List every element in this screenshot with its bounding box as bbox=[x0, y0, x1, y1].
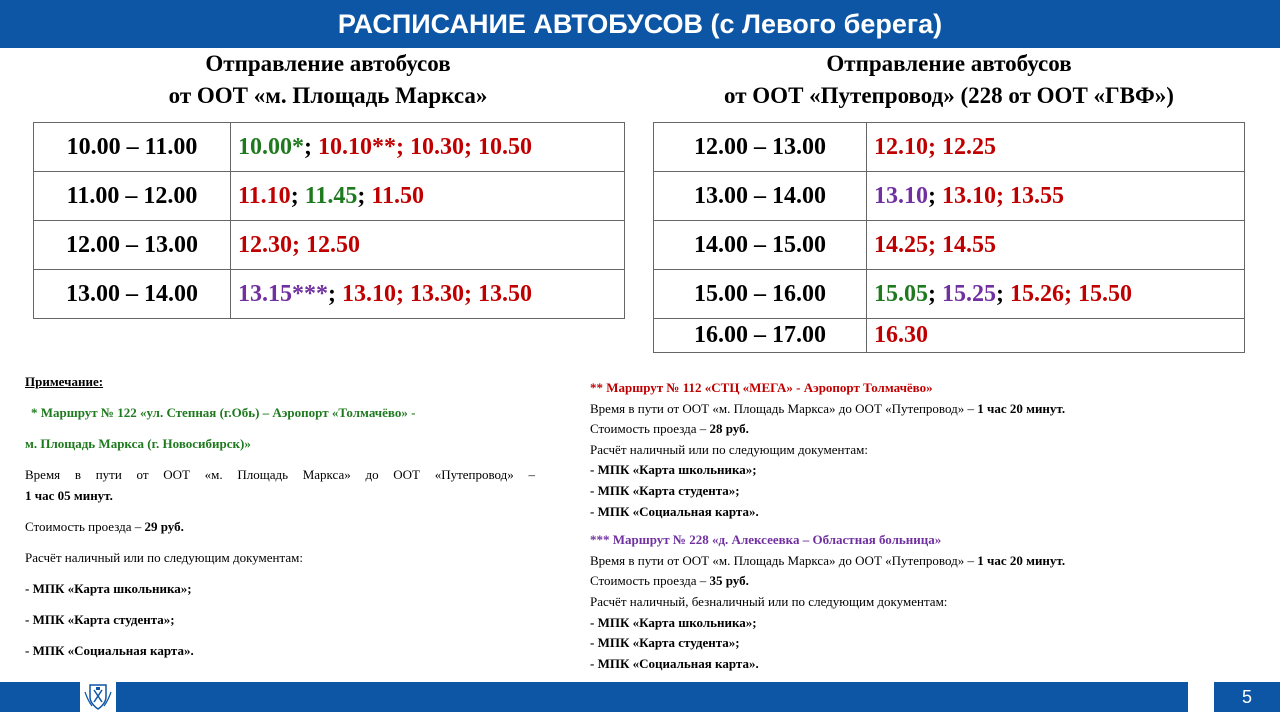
route112-fare-value: 28 руб. bbox=[709, 421, 749, 437]
departure-time: 14.25; 14.55 bbox=[874, 231, 996, 258]
route112-travel-prefix: Время в пути от ООТ «м. Площадь Маркса» до ООТ «Путепровод» – bbox=[590, 400, 978, 416]
route228-fare-prefix: Стоимость проезда – bbox=[590, 573, 710, 589]
route228-payment: Расчёт наличный, безналичный или по следующим документам: bbox=[590, 593, 948, 609]
left-schedule-time-range: 12.00 – 13.00 bbox=[34, 221, 231, 270]
page-number: 5 bbox=[1214, 682, 1280, 712]
departure-time: ; bbox=[328, 280, 342, 307]
route122-doc-social: - МПК «Социальная карта». bbox=[25, 643, 194, 658]
departure-time: ; bbox=[357, 182, 372, 209]
left-schedule-departures bbox=[231, 172, 625, 221]
right-schedule-departures bbox=[867, 319, 1245, 353]
right-schedule-time-range: 14.00 – 15.00 bbox=[654, 221, 867, 270]
departure-time: 16.30 bbox=[874, 322, 928, 348]
route122-title-line2: м. Площадь Маркса (г. Новосибирск)» bbox=[25, 436, 251, 451]
route122-title-line1: * Маршрут № 122 «ул. Степная (г.Обь) – Аэропорт «Толмачёво» - bbox=[31, 405, 416, 420]
route112-doc-student: - МПК «Карта студента»; bbox=[590, 482, 740, 498]
route228-travel bbox=[590, 551, 1230, 572]
route122-payment: Расчёт наличный или по следующим документам: bbox=[25, 550, 303, 565]
right-schedule-table bbox=[653, 122, 1245, 353]
left-schedule-time-range: 11.00 – 12.00 bbox=[34, 172, 231, 221]
left-schedule-row bbox=[34, 221, 625, 270]
route112-travel bbox=[590, 399, 1230, 420]
departure-time: 10.10**; 10.30; 10.50 bbox=[318, 133, 532, 160]
coat-of-arms-icon bbox=[80, 682, 116, 712]
route112-fare bbox=[590, 419, 1230, 440]
notes-right bbox=[590, 378, 1230, 674]
right-heading-line2: от ООТ «Путепровод» (228 от ООТ «ГВФ») bbox=[724, 83, 1174, 108]
route112-fare-prefix: Стоимость проезда – bbox=[590, 421, 710, 437]
route112-doc-social: - МПК «Социальная карта». bbox=[590, 503, 759, 519]
right-schedule-row bbox=[654, 221, 1245, 270]
right-schedule-row bbox=[654, 172, 1245, 221]
departure-time: ; bbox=[928, 280, 942, 307]
right-heading-line1: Отправление автобусов bbox=[826, 51, 1072, 76]
route228-fare bbox=[590, 571, 1230, 592]
left-schedule-heading bbox=[30, 48, 626, 112]
departure-time: ; bbox=[996, 280, 1010, 307]
left-schedule-time-range: 13.00 – 14.00 bbox=[34, 270, 231, 319]
route228-travel-time: 1 час 20 минут. bbox=[977, 552, 1066, 568]
departure-time: 13.10 bbox=[874, 182, 928, 209]
page-title: РАСПИСАНИЕ АВТОБУСОВ (с Левого берега) bbox=[337, 9, 943, 39]
right-schedule-departures bbox=[867, 270, 1245, 319]
right-schedule-time-range: 13.00 – 14.00 bbox=[654, 172, 867, 221]
departure-time: ; bbox=[304, 133, 318, 160]
right-schedule-time-range: 15.00 – 16.00 bbox=[654, 270, 867, 319]
departure-time: ; bbox=[290, 182, 305, 209]
departure-time: 15.26; 15.50 bbox=[1010, 280, 1132, 307]
route122-travel-prefix: Время в пути от ООТ «м. Площадь Маркса» до ООТ «Путепровод» – bbox=[25, 467, 535, 482]
route122-fare-value: 29 руб. bbox=[144, 519, 184, 534]
route122-travel-time: 1 час 05 минут. bbox=[25, 488, 113, 503]
notes-label: Примечание: bbox=[25, 374, 104, 389]
left-schedule-row bbox=[34, 270, 625, 319]
left-schedule-row bbox=[34, 123, 625, 172]
right-schedule-heading bbox=[652, 48, 1246, 112]
departure-time: 12.10; 12.25 bbox=[874, 133, 996, 160]
route228-doc-school: - МПК «Карта школьника»; bbox=[590, 614, 757, 630]
route228-title: *** Маршрут № 228 «д. Алексеевка – Областная больница» bbox=[590, 532, 942, 548]
route122-fare bbox=[25, 519, 184, 535]
route228-doc-social: - МПК «Социальная карта». bbox=[590, 655, 759, 671]
route122-doc-student: - МПК «Карта студента»; bbox=[25, 612, 175, 627]
left-schedule-departures bbox=[231, 123, 625, 172]
departure-time: 13.10; 13.30; 13.50 bbox=[342, 280, 532, 307]
departure-time: 10.00* bbox=[238, 133, 304, 160]
route112-title: ** Маршрут № 112 «СТЦ «МЕГА» - Аэропорт Толмачёво» bbox=[590, 380, 933, 395]
departure-time: 13.10; 13.55 bbox=[942, 182, 1064, 209]
route112-payment: Расчёт наличный или по следующим документам: bbox=[590, 441, 868, 457]
right-schedule-departures bbox=[867, 221, 1245, 270]
departure-time: 11.10 bbox=[238, 182, 291, 209]
departure-time: 12.30; 12.50 bbox=[238, 231, 360, 258]
route228-travel-prefix: Время в пути от ООТ «м. Площадь Маркса» до ООТ «Путепровод» – bbox=[590, 552, 978, 568]
right-schedule-row bbox=[654, 319, 1245, 353]
route112-doc-school: - МПК «Карта школьника»; bbox=[590, 462, 757, 478]
departure-time: ; bbox=[928, 182, 942, 209]
footer-bar bbox=[0, 682, 1188, 712]
left-heading-line2: от ООТ «м. Площадь Маркса» bbox=[168, 83, 488, 108]
departure-time: 15.05 bbox=[874, 280, 928, 307]
right-schedule-row bbox=[654, 123, 1245, 172]
departure-time: 15.25 bbox=[942, 280, 996, 307]
left-heading-line1: Отправление автобусов bbox=[205, 51, 451, 76]
right-schedule-time-range: 16.00 – 17.00 bbox=[654, 319, 867, 353]
left-schedule-row bbox=[34, 172, 625, 221]
left-schedule-time-range: 10.00 – 11.00 bbox=[34, 123, 231, 172]
departure-time: 11.45 bbox=[304, 182, 358, 209]
route228-doc-student: - МПК «Карта студента»; bbox=[590, 635, 740, 651]
route122-doc-school: - МПК «Карта школьника»; bbox=[25, 581, 192, 596]
route228-fare-value: 35 руб. bbox=[709, 573, 749, 589]
left-schedule-departures bbox=[231, 221, 625, 270]
right-schedule-row bbox=[654, 270, 1245, 319]
right-schedule-departures bbox=[867, 172, 1245, 221]
departure-time: 13.15*** bbox=[238, 280, 328, 307]
left-schedule-table bbox=[33, 122, 625, 319]
right-schedule-departures bbox=[867, 123, 1245, 172]
departure-time: 11.50 bbox=[371, 182, 425, 209]
right-schedule-time-range: 12.00 – 13.00 bbox=[654, 123, 867, 172]
route122-fare-prefix: Стоимость проезда – bbox=[25, 519, 145, 534]
route112-travel-time: 1 час 20 минут. bbox=[977, 400, 1066, 416]
left-schedule-departures bbox=[231, 270, 625, 319]
